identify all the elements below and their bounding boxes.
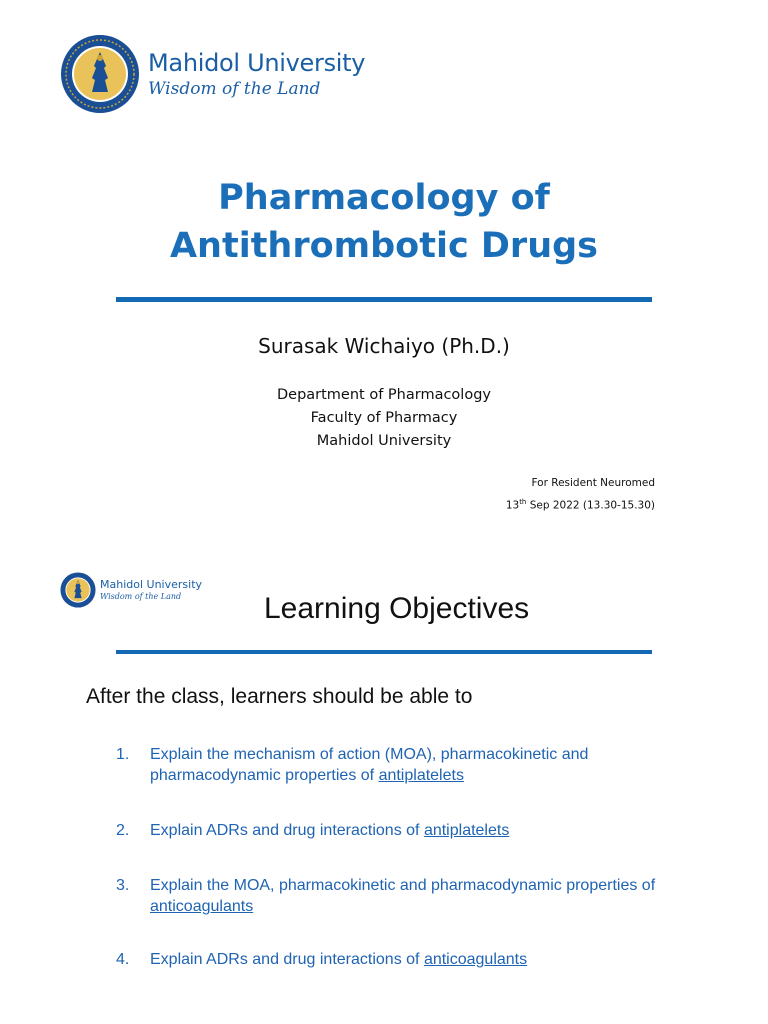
date-rest: Sep 2022 (13.30-15.30): [526, 499, 655, 512]
faculty: Faculty of Pharmacy: [310, 410, 458, 426]
university-logo: [60, 34, 365, 114]
title-line-1: Pharmacology of: [218, 178, 550, 218]
department: Department of Pharmacology: [276, 387, 491, 403]
audience-note: For Resident Neuromed: [531, 477, 655, 489]
objectives-slide: [0, 552, 768, 1024]
university-seal-icon: [60, 572, 96, 608]
date-note: [506, 498, 655, 512]
date-day: 13: [505, 499, 520, 512]
university-seal-icon: [60, 34, 140, 114]
logo-motto: Wisdom of the Land: [148, 78, 321, 99]
anticoagulants-link[interactable]: anticoagulants: [150, 898, 254, 915]
lead-sentence: After the class, learners should be able to: [86, 685, 473, 708]
presentation-title: [0, 174, 768, 270]
title-divider: [116, 650, 652, 654]
university: Mahidol University: [316, 433, 452, 449]
date-suffix: th: [519, 498, 527, 506]
logo-name: Mahidol University: [148, 48, 366, 77]
antiplatelets-link[interactable]: antiplatelets: [423, 822, 510, 839]
list-item: 3. Explain the MOA, pharmacokinetic and pharmacodynamic properties of anticoagulants: [116, 877, 656, 915]
list-item: 2. Explain ADRs and drug interactions of antiplatelets: [116, 822, 510, 839]
list-item: 4. Explain ADRs and drug interactions of anticoagulants: [116, 951, 528, 968]
author-name: Surasak Wichaiyo (Ph.D.): [258, 334, 510, 358]
title-line-2: Antithrombotic Drugs: [169, 226, 599, 266]
list-item: 1. Explain the mechanism of action (MOA), pharmacokinetic and pharmacodynamic properties of antiplatelets: [116, 746, 589, 784]
slide-title: Learning Objectives: [264, 592, 530, 625]
university-logo-small: [60, 572, 202, 608]
antiplatelets-link[interactable]: antiplatelets: [378, 767, 464, 784]
logo-name: Mahidol University: [100, 578, 203, 591]
anticoagulants-link[interactable]: anticoagulants: [423, 951, 528, 968]
logo-motto: Wisdom of the Land: [100, 592, 182, 601]
affiliation-block: [0, 384, 768, 453]
title-divider: [116, 297, 652, 302]
